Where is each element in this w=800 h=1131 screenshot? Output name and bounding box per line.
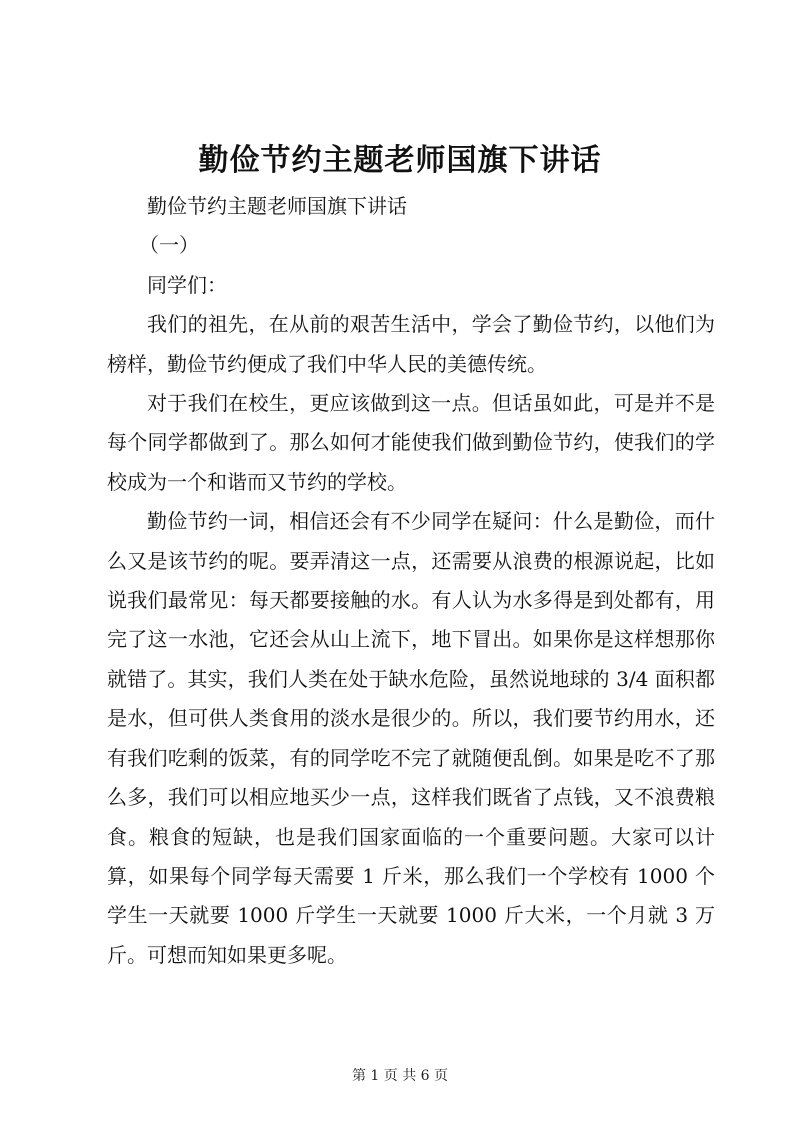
document-body <box>107 187 715 975</box>
body-paragraph-subtitle: 勤俭节约主题老师国旗下讲话 <box>147 194 407 218</box>
body-paragraph-2: 对于我们在校生，更应该做到这一点。但话虽如此，可是并不是每个同学都做到了。那么如何才能使我们做到勤俭节约，使我们的学校成为一个和谐而又节约的学校。 <box>107 391 715 494</box>
body-paragraph-3: 勤俭节约一词，相信还会有不少同学在疑问：什么是勤俭，而什么又是该节约的呢。要弄清这一点，还需要从浪费的根源说起，比如说我们最常见：每天都要接触的水。有人认为水多得是到处都有，用完了这一水池，它还会从山上流下，地下冒出。如果你是这样想那你就错了。其实，我们人类在处于缺水危险，虽然说地球的 3/4 面积都是水，但可供人类食用的淡水是很少的。所以，我们要节约用水，还有我们吃剩的饭菜，有的同学吃不完了就随便乱倒。如果是吃不了那么多，我们可以相应地买少一点，这样我们既省了点钱，又不浪费粮食。粮食的短缺，也是我们国家面临的一个重要问题。大家可以计算，如果每个同学每天需要 1 斤米，那么我们一个学校有 1000 个学生一天就要 1000 斤学生一天就要 1000 斤大米，一个月就 3 万斤。可想而知如果更多呢。 <box>107 509 715 967</box>
page-footer: 第 1 页 共 6 页 <box>351 1068 449 1084</box>
body-paragraph-1: 我们的祖先，在从前的艰苦生活中，学会了勤俭节约，以他们为榜样，勤俭节约便成了我们中华人民的美德传统。 <box>107 312 715 376</box>
document-title: 勤俭节约主题老师国旗下讲话 <box>198 143 602 178</box>
body-paragraph-salutation: 同学们： <box>147 272 227 297</box>
body-paragraph-section-number: （一） <box>139 233 199 258</box>
